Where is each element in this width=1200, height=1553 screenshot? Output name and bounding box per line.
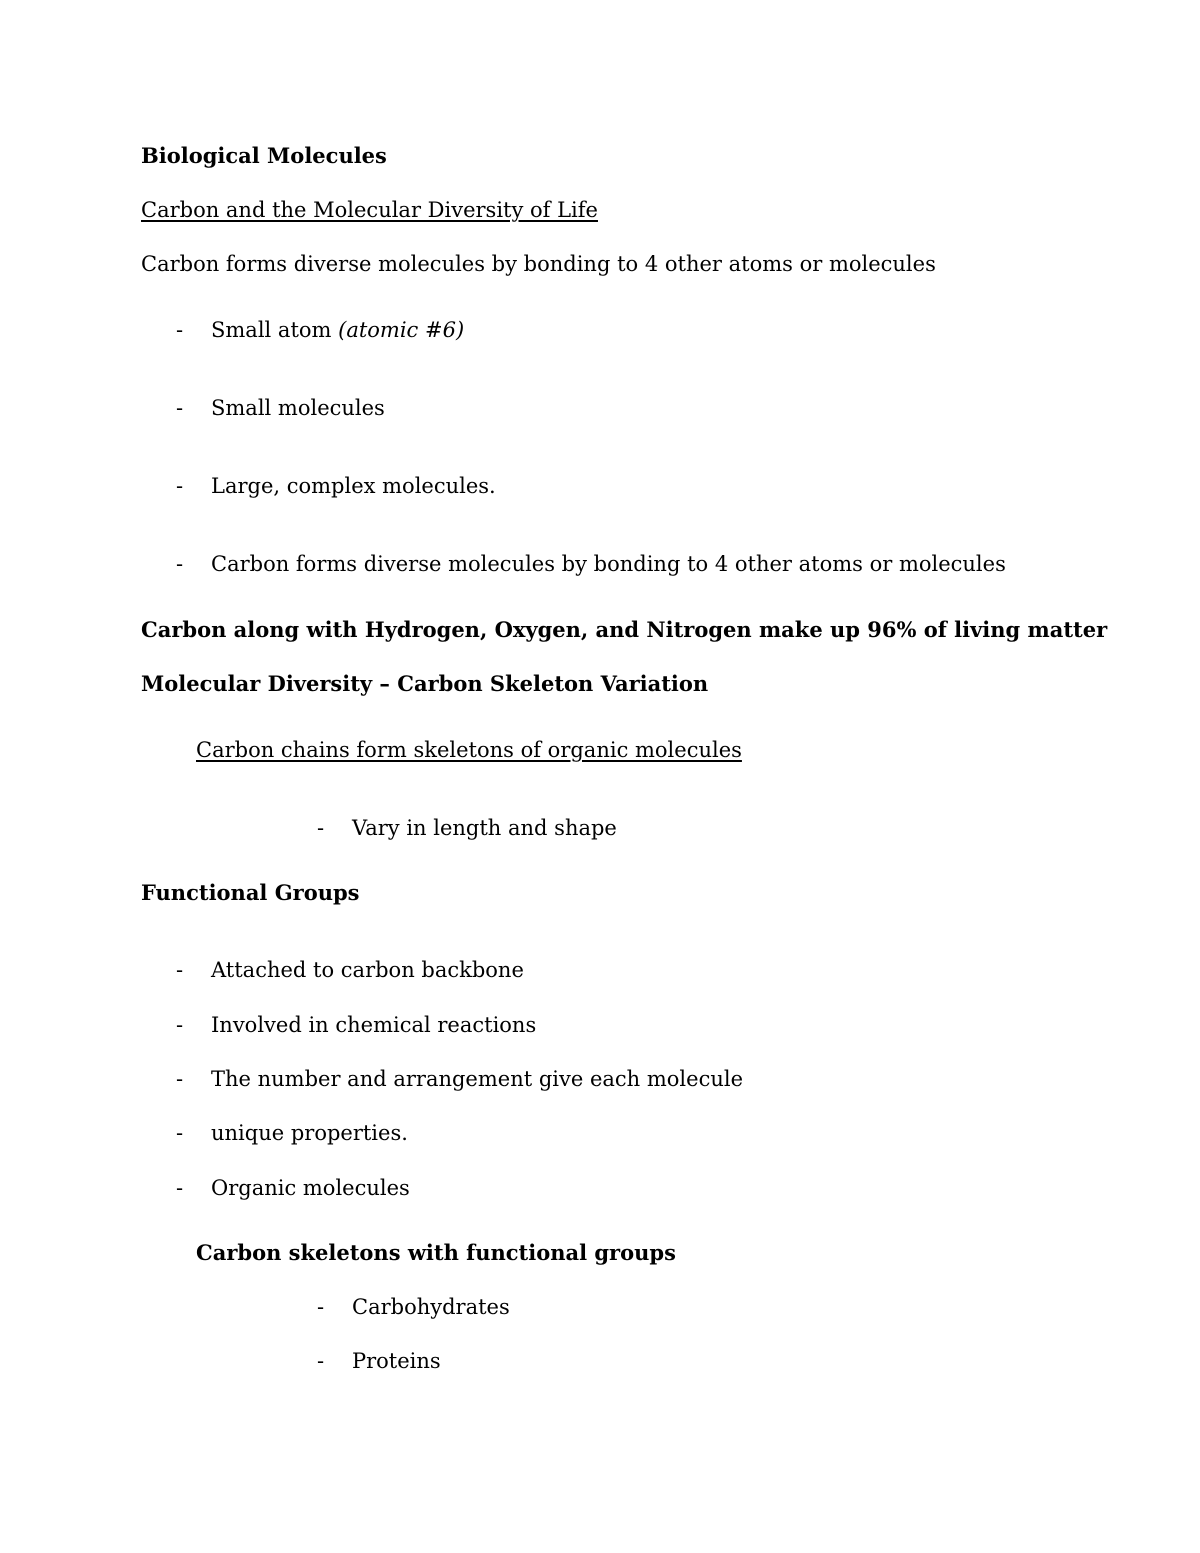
atomic-number-note: (atomic #6) (338, 318, 465, 342)
section-heading-skeleton-variation: Molecular Diversity – Carbon Skeleton Variation (141, 671, 709, 696)
bullet-marker: - (176, 552, 184, 576)
list-item-text: unique properties. (211, 1121, 408, 1145)
bullet-marker: - (176, 474, 184, 498)
bullet-marker: - (176, 396, 184, 420)
section-heading-functional-groups: Functional Groups (141, 880, 360, 905)
bullet-marker: - (176, 1121, 184, 1145)
bullet-marker: - (176, 1013, 184, 1037)
list-item-text: Vary in length and shape (352, 816, 617, 840)
key-statement: Carbon along with Hydrogen, Oxygen, and Nitrogen make up 96% of living matter (141, 617, 1108, 642)
list-item-text: Carbon forms diverse molecules by bonding to 4 other atoms or molecules (211, 552, 1006, 576)
list-item-text: Carbohydrates (352, 1295, 510, 1319)
intro-paragraph: Carbon forms diverse molecules by bonding to 4 other atoms or molecules (141, 252, 936, 276)
section-heading-carbon-diversity: Carbon and the Molecular Diversity of Life (141, 198, 598, 222)
list-item-text: Small molecules (211, 396, 385, 420)
subheading-carbon-chains: Carbon chains form skeletons of organic molecules (196, 738, 742, 762)
subheading-carbon-skeletons: Carbon skeletons with functional groups (196, 1240, 676, 1265)
list-item-text: Proteins (352, 1349, 441, 1373)
list-item-text: Organic molecules (211, 1176, 410, 1200)
bullet-marker: - (317, 816, 325, 840)
list-item-text: Large, complex molecules. (211, 474, 496, 498)
list-item-text: The number and arrangement give each molecule (211, 1067, 744, 1091)
list-item-text: Involved in chemical reactions (211, 1013, 537, 1037)
bullet-marker: - (176, 1067, 184, 1091)
list-item-text (211, 317, 464, 343)
document-title: Biological Molecules (141, 143, 387, 168)
bullet-marker: - (176, 318, 184, 342)
bullet-marker: - (176, 1176, 184, 1200)
list-item-text: Attached to carbon backbone (211, 958, 524, 982)
bullet-marker: - (317, 1295, 325, 1319)
list-item-label: Small atom (211, 318, 339, 342)
bullet-marker: - (317, 1349, 325, 1373)
bullet-marker: - (176, 958, 184, 982)
